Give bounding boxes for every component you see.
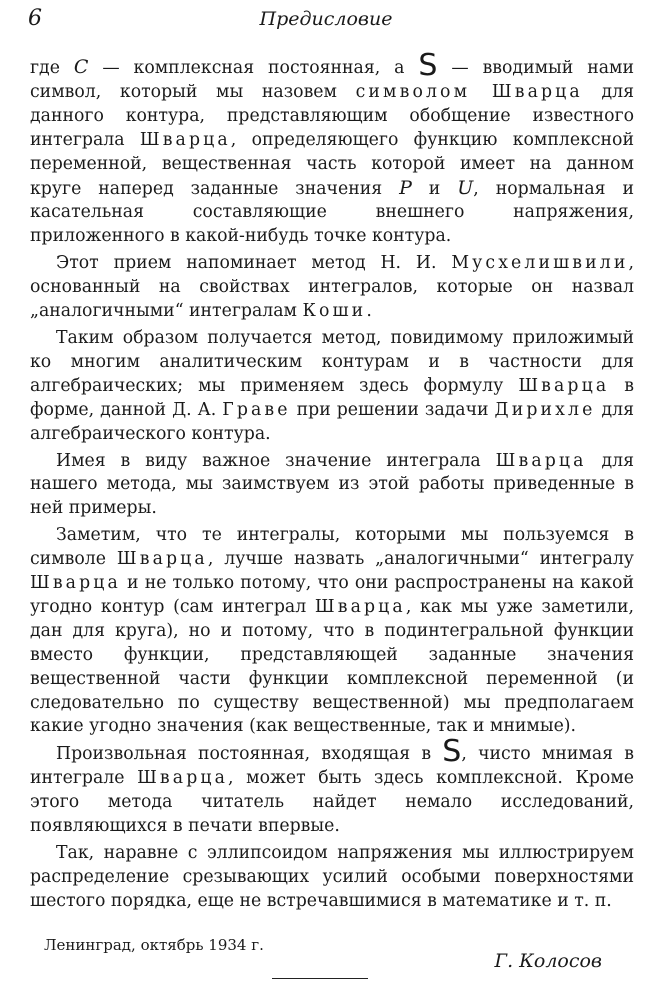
math-symbol: P: [399, 176, 412, 199]
text-run: Так, наравне с эллипсоидом напряжения мы иллюстрируем распределение срезывающих усилий особыми поверхностями шестого порядка, еще не встречавшимися в математике и т. п.: [30, 843, 634, 911]
text-run: в форме, данной Д. А.: [30, 375, 634, 420]
author-signature: Г. Колосов: [494, 950, 602, 972]
spaced-name: Шварца: [137, 768, 229, 789]
text-run: для нашего метода, мы заимствуем из этой работы приведенные в ней примеры.: [30, 450, 634, 519]
text-run: , чисто мнимая в интеграле: [30, 744, 634, 789]
spaced-name: Граве: [222, 399, 291, 420]
spaced-name: Мусхелишвили: [451, 253, 629, 274]
math-symbol: C: [73, 56, 89, 78]
running-title: Предисловие: [259, 8, 393, 30]
paragraph: [30, 734, 634, 839]
paragraph: [30, 252, 634, 324]
math-symbol: S: [418, 48, 438, 83]
page-header: [28, 6, 624, 38]
end-rule: [272, 978, 368, 979]
text-run: для алгебраического контура.: [30, 399, 634, 444]
math-symbol: S: [442, 734, 462, 770]
spaced-name: Шварца: [139, 129, 231, 150]
text-run: Произвольная постоянная, входящая в: [56, 744, 443, 765]
spaced-name: символом Шварца: [355, 81, 583, 102]
paragraph: [30, 842, 634, 914]
text-run: .: [366, 301, 372, 322]
text-run: , определяющего функцию комплексной переменной, вещественная часть которой имеет на данном круге наперед заданные значения: [30, 129, 634, 199]
text-run: — вводимый нами символ, который мы назовем: [30, 58, 635, 102]
text-run: , лучше назвать „аналогичными“ интегралу: [207, 549, 634, 570]
text-run: , как мы уже заметили, дан для круга), но и потому, что в подинтегральной функции вместо функции, представляющей заданные значения вещественной части функции комплексной переменной (и следовательно по существу вещественной) мы предполагаем какие угодно значения (как вещественные, так и мнимые).: [30, 596, 634, 737]
spaced-name: Коши: [302, 301, 367, 322]
text-run: Заметим, что те интегралы, которыми мы пользуемся в символе: [30, 525, 634, 570]
text-run: для данного контура, представляющим обобщение известного интеграла: [30, 81, 635, 150]
text-run: Этот прием напоминает метод Н. И.: [56, 253, 452, 274]
text-run: , нормальная и касательная составляющие внешнего напряжения, приложенного в какой-нибудь точке контура.: [30, 178, 634, 247]
page-footer: [44, 928, 602, 988]
spaced-name: Шварца: [116, 549, 208, 570]
spaced-name: Шварца: [30, 573, 121, 594]
text-run: при решении задачи: [290, 399, 495, 420]
body-text: [30, 48, 635, 917]
text-run: Таким образом получается метод, повидимому приложимый ко многим аналитическим контурам и в частности для алгебраических; мы применяем здесь формулу: [30, 327, 634, 396]
spaced-name: Шварца: [495, 450, 587, 471]
paragraph: [30, 524, 634, 739]
text-run: и: [411, 178, 458, 199]
paragraph: [30, 450, 634, 522]
paragraph: [30, 327, 634, 447]
paragraph: [30, 48, 635, 249]
text-run: Имея в виду важное значение интеграла: [56, 450, 496, 471]
place-date: Ленинград, октябрь 1934 г.: [44, 936, 264, 954]
text-run: — комплексная постоянная, а: [88, 58, 419, 78]
page-number: 6: [28, 6, 42, 31]
text-run: , может быть здесь комплексной. Кроме этого метода читатель найдет немало исследований, появляющихся в печати впервые.: [30, 768, 634, 837]
text-run: , основанный на свойствах интегралов, которые он назвал „аналогичными“ интегралам: [30, 253, 634, 322]
text-run: и не только потому, что они распространены на какой угодно контур (сам интеграл: [30, 573, 634, 617]
spaced-name: Дирихле: [494, 399, 596, 420]
math-symbol: U: [457, 176, 474, 199]
text-run: где: [30, 58, 74, 78]
spaced-name: Шварца: [518, 375, 610, 396]
spaced-name: Шварца: [314, 596, 406, 617]
